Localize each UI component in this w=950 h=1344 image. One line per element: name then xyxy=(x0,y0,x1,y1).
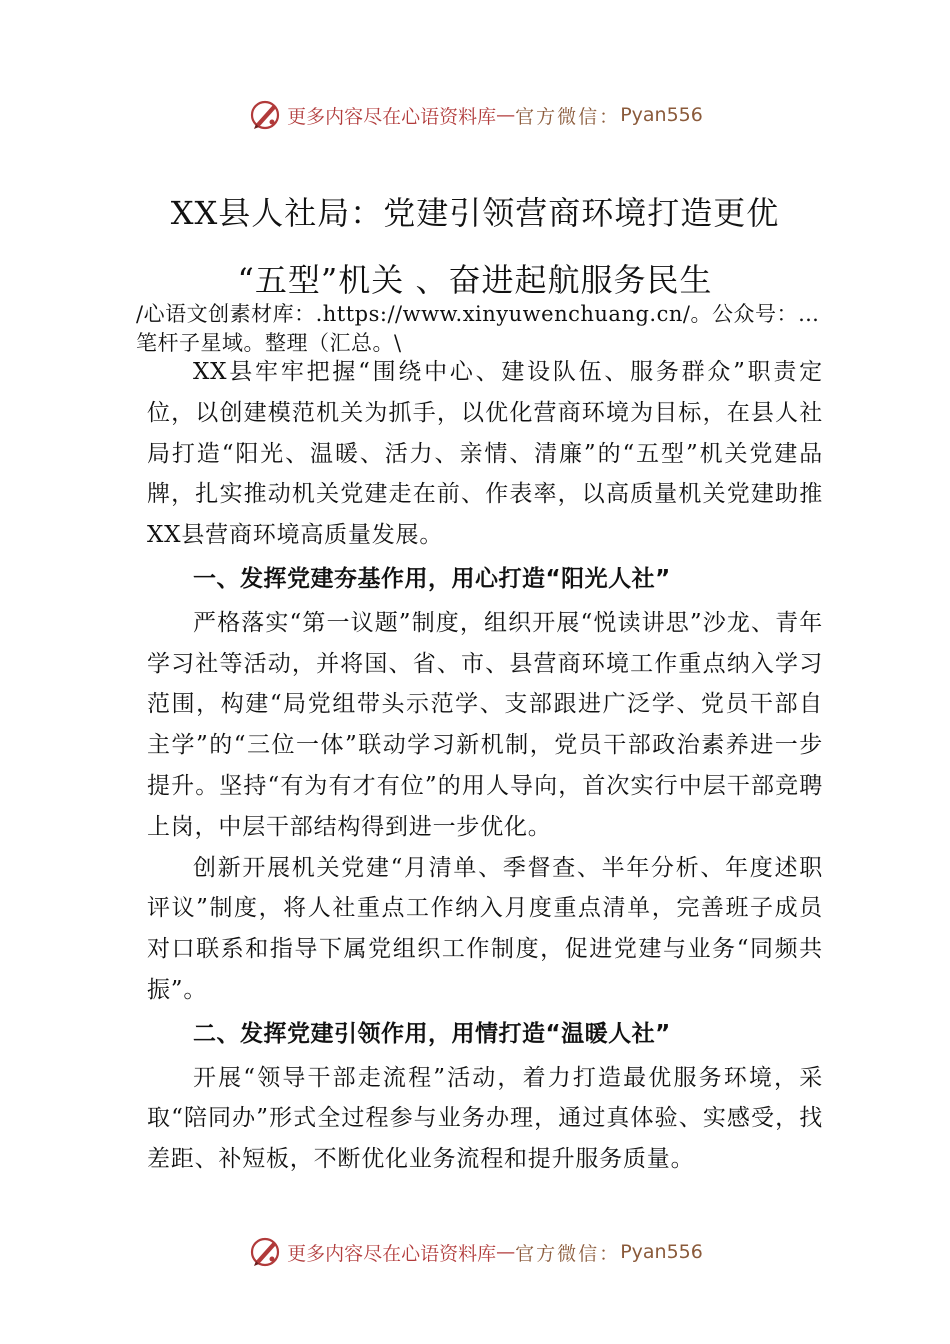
watermark-site-text: 更多内容尽在心语资料库 xyxy=(287,1242,497,1265)
section2-paragraph-1: 开展“领导干部走流程”活动，着力打造最优服务环境，采取“陪同办”形式全过程参与业务办理，通过真体验、实感受，找差距、补短板，不断优化业务流程和提升服务质量。 xyxy=(147,1064,823,1173)
watermark-site-text: 更多内容尽在心语资料库 xyxy=(287,105,497,128)
watermark-wechat-label: 官方微信： xyxy=(515,1242,621,1265)
watermark-separator: — xyxy=(496,104,516,126)
watermark-wechat-label: 官方微信： xyxy=(515,105,621,128)
pen-logo-icon xyxy=(247,1234,283,1270)
intro-paragraph: XX县牢牢把握“围绕中心、建设队伍、服务群众”职责定位，以创建模范机关为抓手，以优化营商环境为目标，在县人社局打造“阳光、温暖、活力、亲情、清廉”的“五型”机关党建品牌，扎实推动机关党建走在前、作表率，以高质量机关党建助推XX县营商环境高质量发展。 xyxy=(147,359,823,549)
document-title-line2: “五型”机关 、奋进起航服务民生 xyxy=(237,261,713,299)
pen-logo-icon xyxy=(247,97,283,133)
document-title-line1: XX县人社局：党建引领营商环境打造更优 xyxy=(170,194,780,232)
document-body xyxy=(147,352,823,1180)
watermark-wechat-id: Pyan556 xyxy=(620,104,703,126)
section2-heading: 二、发挥党建引领作用，用情打造“温暖人社” xyxy=(193,1020,671,1047)
source-note: /心语文创素材库：.https://www.xinyuwenchuang.cn/。公众号：…笔杆子星域。整理（汇总。\ xyxy=(136,302,820,355)
header-watermark xyxy=(0,95,950,135)
watermark-wechat-id: Pyan556 xyxy=(620,1241,703,1263)
section1-paragraph-2: 创新开展机关党建“月清单、季督查、半年分析、年度述职评议”制度，将人社重点工作纳入月度重点清单，完善班子成员对口联系和指导下属党组织工作制度，促进党建与业务“同频共振”。 xyxy=(147,854,823,1003)
watermark-separator: — xyxy=(496,1241,516,1263)
footer-watermark xyxy=(0,1232,950,1272)
section1-paragraph-1: 严格落实“第一议题”制度，组织开展“悦读讲思”沙龙、青年学习社等活动，并将国、省、市、县营商环境工作重点纳入学习范围，构建“局党组带头示范学、支部跟进广泛学、党员干部自主学”的“三位一体”联动学习新机制，党员干部政治素养进一步提升。坚持“有为有才有位”的用人导向，首次实行中层干部竞聘上岗，中层干部结构得到进一步优化。 xyxy=(147,609,823,840)
section1-heading: 一、发挥党建夯基作用，用心打造“阳光人社” xyxy=(193,565,671,592)
